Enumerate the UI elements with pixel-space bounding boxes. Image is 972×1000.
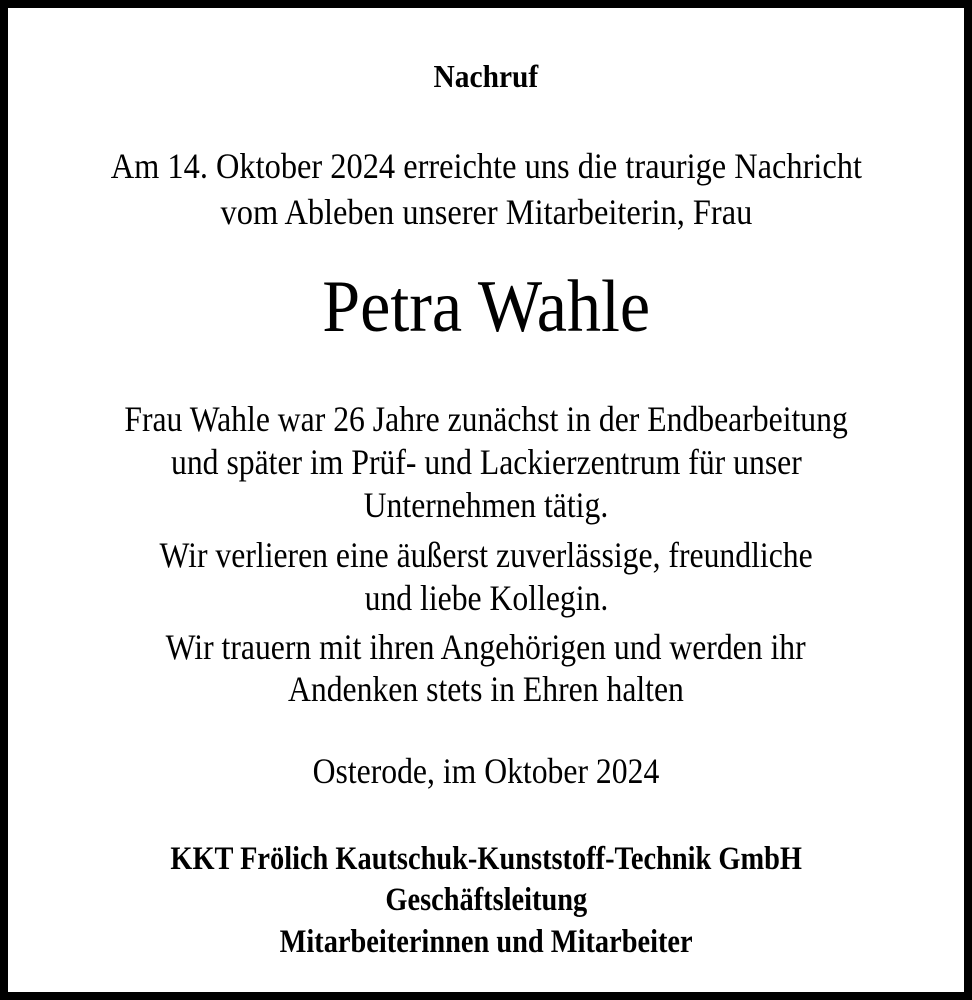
signature-management — [8, 884, 964, 917]
paragraph-text: Wir trauern mit ihren Angehörigen und werden ihr — [165, 627, 807, 667]
paragraph-1-line-2 — [8, 444, 964, 480]
signature-company — [8, 843, 964, 876]
notice-heading-text: Nachruf — [433, 58, 539, 94]
signature-management-text: Geschäftsleitung — [385, 882, 587, 918]
place-date-text: Osterode, im Oktober 2024 — [312, 751, 660, 791]
signature-company-text: KKT Frölich Kautschuk-Kunststoff-Technik GmbH — [170, 841, 802, 877]
intro-line-2-text: vom Ableben unserer Mitarbeiterin, Frau — [220, 192, 752, 232]
paragraph-text: und liebe Kollegin. — [364, 578, 608, 618]
intro-line-1-text: Am 14. Oktober 2024 erreichte uns die traurige Nachricht — [110, 146, 862, 186]
paragraph-text: Unternehmen tätig. — [363, 485, 609, 525]
paragraph-text: Andenken stets in Ehren halten — [288, 669, 684, 709]
signature-staff-text: Mitarbeiterinnen und Mitarbeiter — [279, 924, 693, 960]
deceased-name-text: Petra Wahle — [322, 266, 650, 348]
paragraph-1-line-3 — [8, 487, 964, 523]
intro-line-2 — [8, 194, 964, 230]
paragraph-3-line-1 — [8, 629, 964, 665]
paragraph-2-line-2 — [8, 580, 964, 616]
notice-heading — [8, 60, 964, 92]
paragraph-1-line-1 — [8, 401, 964, 437]
paragraph-text: und später im Prüf- und Lackierzentrum für unser — [170, 442, 802, 482]
paragraph-2-line-1 — [8, 537, 964, 573]
intro-line-1 — [8, 148, 964, 184]
place-date — [8, 753, 964, 789]
paragraph-text: Frau Wahle war 26 Jahre zunächst in der Endbearbeitung — [124, 399, 848, 439]
signature-staff — [8, 926, 964, 959]
paragraph-text: Wir verlieren eine äußerst zuverlässige, freundliche — [159, 535, 813, 575]
deceased-name — [8, 266, 964, 348]
paragraph-3-line-2 — [8, 671, 964, 707]
